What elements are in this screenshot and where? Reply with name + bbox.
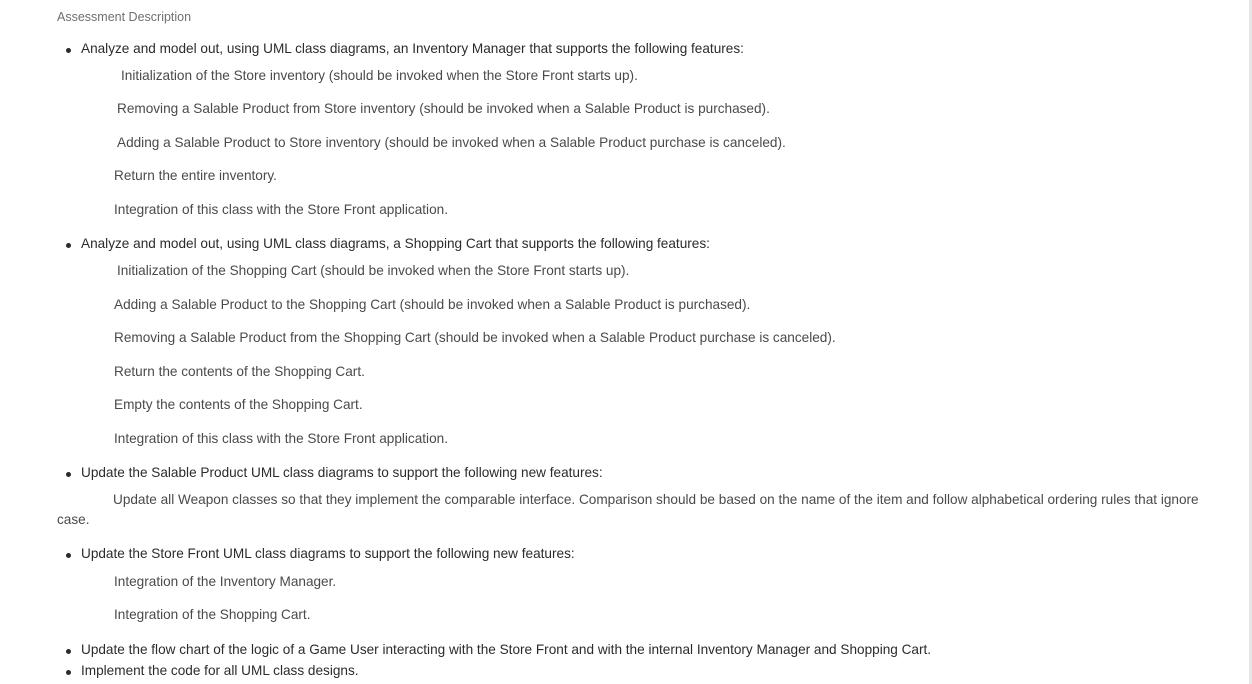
- cart-feature-item: Adding a Salable Product to the Shopping Cart (should be invoked when a Salable Product is purchased).: [114, 297, 751, 312]
- section-label: Assessment Description: [57, 10, 192, 24]
- store-front-feature-item: Integration of the Shopping Cart.: [114, 607, 311, 622]
- bullet-inventory-manager: Analyze and model out, using UML class diagrams, an Inventory Manager that supports the following features:: [81, 41, 744, 56]
- cart-feature-item: Removing a Salable Product from the Shopping Cart (should be invoked when a Salable Product purchase is canceled).: [114, 330, 836, 345]
- bullet-implement-code: Implement the code for all UML class designs.: [81, 663, 359, 678]
- inventory-feature-item: Removing a Salable Product from Store inventory (should be invoked when a Salable Product is purchased).: [117, 101, 770, 116]
- bullet-flow-chart: Update the flow chart of the logic of a Game User interacting with the Store Front and with the internal Inventory Manager and Shopping Cart.: [81, 642, 932, 657]
- cart-feature-item: Initialization of the Shopping Cart (should be invoked when the Store Front starts up).: [117, 263, 630, 278]
- inventory-feature-item: Adding a Salable Product to Store inventory (should be invoked when a Salable Product purchase is canceled).: [117, 135, 786, 150]
- bullet-shopping-cart: Analyze and model out, using UML class diagrams, a Shopping Cart that supports the following features:: [81, 236, 710, 251]
- cart-feature-item: Return the contents of the Shopping Cart.: [114, 364, 365, 379]
- cart-feature-item: Integration of this class with the Store Front application.: [114, 431, 448, 446]
- store-front-feature-item: Integration of the Inventory Manager.: [114, 574, 337, 589]
- bullet-store-front: Update the Store Front UML class diagrams to support the following new features:: [81, 546, 575, 561]
- inventory-feature-item: Integration of this class with the Store Front application.: [114, 202, 448, 217]
- bullet-salable-product: Update the Salable Product UML class diagrams to support the following new features:: [81, 465, 603, 480]
- weapon-comparable-paragraph: Update all Weapon classes so that they implement the comparable interface. Comparison should be based on the name of the item and follow alphabetical ordering rules that ignore case.: [57, 492, 1199, 527]
- inventory-feature-item: Initialization of the Store inventory (should be invoked when the Store Front starts up).: [121, 68, 638, 83]
- inventory-feature-item: Return the entire inventory.: [114, 168, 277, 183]
- cart-feature-item: Empty the contents of the Shopping Cart.: [114, 397, 363, 412]
